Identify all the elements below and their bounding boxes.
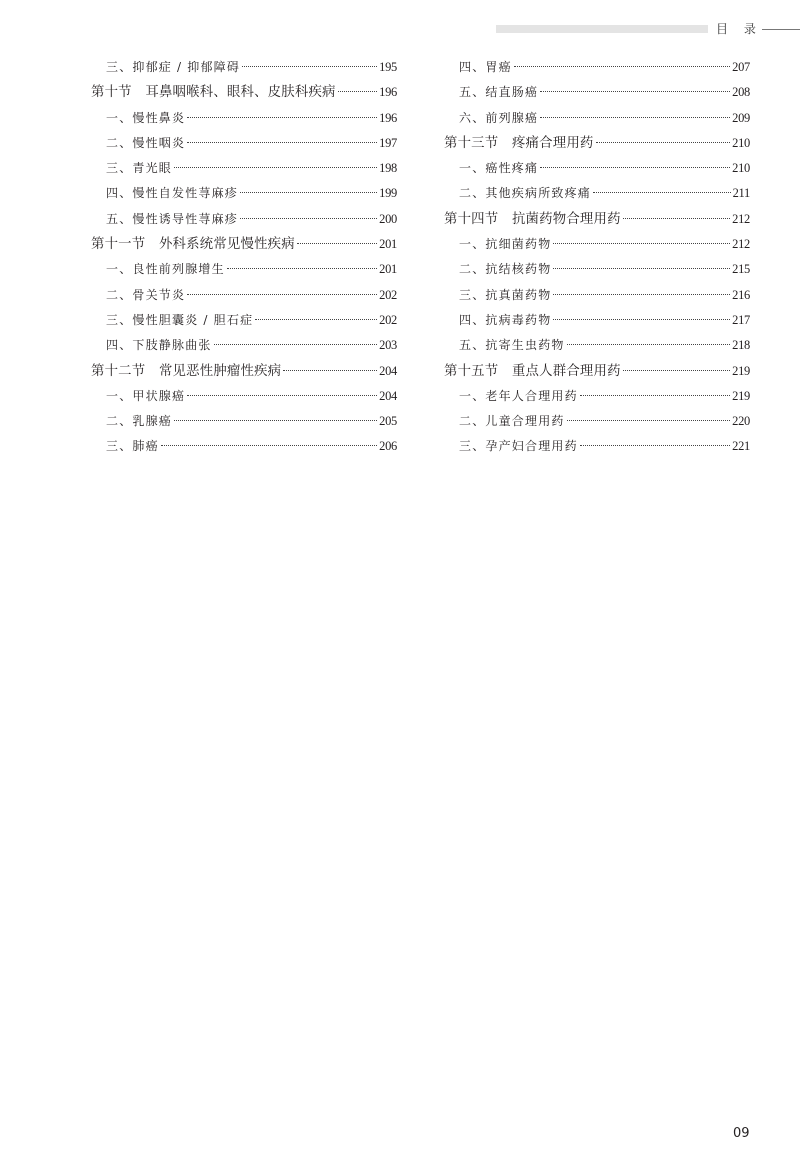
toc-column-right xyxy=(444,55,750,460)
dot-leader xyxy=(567,344,731,345)
toc-entry-page: 198 xyxy=(379,161,397,176)
toc-entry-title: 第十二节 常见恶性肿瘤性疾病 xyxy=(91,363,282,379)
dot-leader xyxy=(540,167,730,168)
toc-entry-title: 四、胃癌 xyxy=(459,60,512,74)
dot-leader xyxy=(553,268,730,269)
header-decor-bar xyxy=(496,25,708,33)
toc-subsection-entry[interactable] xyxy=(444,434,750,459)
dot-leader xyxy=(187,395,377,396)
toc-entry-title: 四、慢性自发性荨麻疹 xyxy=(106,186,239,201)
toc-entry-title: 三、慢性胆囊炎 / 胆石症 xyxy=(106,312,254,327)
toc-subsection-entry[interactable] xyxy=(444,308,750,333)
toc-entry-title: 三、肺癌 xyxy=(106,439,159,454)
toc-entry-title: 四、下肢静脉曲张 xyxy=(106,338,212,353)
toc-entry-title: 一、良性前列腺增生 xyxy=(106,262,225,277)
toc-entry-title: 一、甲状腺癌 xyxy=(106,388,186,403)
toc-section-entry[interactable] xyxy=(444,359,750,384)
toc-entry-title: 一、老年人合理用药 xyxy=(459,388,578,403)
toc-entry-title: 五、结直肠癌 xyxy=(459,85,539,100)
page-header xyxy=(0,0,800,50)
toc-subsection-entry[interactable] xyxy=(91,156,397,181)
dot-leader xyxy=(623,218,730,219)
toc-entry-page: 212 xyxy=(732,237,750,252)
toc-entry-title: 二、抗结核药物 xyxy=(459,262,552,277)
toc-entry-title: 二、儿童合理用药 xyxy=(459,414,565,429)
toc-subsection-entry[interactable] xyxy=(444,384,750,409)
dot-leader xyxy=(540,117,730,118)
toc-entry-page: 196 xyxy=(379,110,397,125)
toc-entry-title: 二、骨关节炎 xyxy=(106,287,186,302)
toc-subsection-entry[interactable] xyxy=(444,257,750,282)
dot-leader xyxy=(593,192,731,193)
dot-leader xyxy=(338,91,378,92)
toc-subsection-entry[interactable] xyxy=(444,232,750,257)
dot-leader xyxy=(596,142,731,143)
page-number: 09 xyxy=(733,1126,750,1141)
toc-section-entry[interactable] xyxy=(91,80,397,105)
toc-subsection-entry[interactable] xyxy=(91,257,397,282)
toc-entry-title: 第十节 耳鼻咽喉科、眼科、皮肤科疾病 xyxy=(91,85,336,101)
toc-entry-page: 215 xyxy=(732,262,750,277)
dot-leader xyxy=(255,319,377,320)
toc-entry-page: 201 xyxy=(379,237,397,252)
toc-entry-title: 第十一节 外科系统常见慢性疾病 xyxy=(91,237,295,253)
dot-leader xyxy=(623,370,730,371)
dot-leader xyxy=(580,445,730,446)
toc-entry-page: 219 xyxy=(732,388,750,403)
toc-entry-title: 五、抗寄生虫药物 xyxy=(459,338,565,353)
toc-entry-title: 一、抗细菌药物 xyxy=(459,237,552,252)
toc-entry-title: 三、青光眼 xyxy=(106,161,173,176)
dot-leader xyxy=(297,243,377,244)
toc-entry-page: 210 xyxy=(732,135,750,150)
toc-section-entry[interactable] xyxy=(91,359,397,384)
dot-leader xyxy=(214,344,378,345)
dot-leader xyxy=(567,420,731,421)
toc-entry-page: 217 xyxy=(732,312,750,327)
dot-leader xyxy=(161,445,377,446)
toc-entry-page: 200 xyxy=(379,211,397,226)
toc-entry-title: 三、抗真菌药物 xyxy=(459,287,552,302)
toc-entry-title: 二、乳腺癌 xyxy=(106,414,173,429)
toc-entry-title: 四、抗病毒药物 xyxy=(459,312,552,327)
header-rule xyxy=(762,29,800,30)
toc-subsection-entry[interactable] xyxy=(444,283,750,308)
toc-subsection-entry[interactable] xyxy=(444,333,750,358)
toc-entry-page: 208 xyxy=(732,85,750,100)
toc-entry-page: 221 xyxy=(732,439,750,454)
dot-leader xyxy=(174,420,377,421)
toc-entry-title: 二、慢性咽炎 xyxy=(106,135,186,150)
toc-entry-page: 210 xyxy=(732,161,750,176)
toc-entry-title: 三、抑郁症 / 抑郁障碍 xyxy=(106,60,241,74)
dot-leader xyxy=(240,218,377,219)
dot-leader xyxy=(187,142,377,143)
dot-leader xyxy=(174,167,377,168)
dot-leader xyxy=(580,395,730,396)
dot-leader xyxy=(187,294,377,295)
toc-entry-title: 第十三节 疼痛合理用药 xyxy=(444,135,594,151)
toc-entry-page: 204 xyxy=(379,363,397,378)
dot-leader xyxy=(227,268,377,269)
toc-section-entry[interactable] xyxy=(444,207,750,232)
toc-entry-title: 五、慢性诱导性荨麻疹 xyxy=(106,211,239,226)
dot-leader xyxy=(540,91,730,92)
toc-subsection-entry[interactable] xyxy=(444,80,750,105)
toc-subsection-entry[interactable] xyxy=(444,55,750,80)
dot-leader xyxy=(187,117,377,118)
toc-entry-page: 204 xyxy=(379,388,397,403)
toc-entry-page: 197 xyxy=(379,135,397,150)
toc-entry-page: 218 xyxy=(732,338,750,353)
toc-entry-page: 201 xyxy=(379,262,397,277)
dot-leader xyxy=(283,370,377,371)
toc-subsection-entry[interactable] xyxy=(91,283,397,308)
toc-entry-page: 206 xyxy=(379,439,397,454)
dot-leader xyxy=(240,192,377,193)
toc-entry-page: 199 xyxy=(379,186,397,201)
toc-subsection-entry[interactable] xyxy=(444,106,750,131)
toc-entry-title: 二、其他疾病所致疼痛 xyxy=(459,186,592,201)
toc-subsection-entry[interactable] xyxy=(91,55,397,80)
toc-entry-page: 205 xyxy=(379,414,397,429)
dot-leader xyxy=(514,66,730,67)
toc-subsection-entry[interactable] xyxy=(444,156,750,181)
dot-leader xyxy=(553,319,730,320)
toc-subsection-entry[interactable] xyxy=(91,308,397,333)
toc-entry-page: 216 xyxy=(732,287,750,302)
toc-entry-page: 212 xyxy=(732,211,750,226)
toc-subsection-entry[interactable] xyxy=(91,409,397,434)
dot-leader xyxy=(553,243,730,244)
toc-entry-page: 203 xyxy=(379,338,397,353)
toc-subsection-entry[interactable] xyxy=(91,207,397,232)
toc-subsection-entry[interactable] xyxy=(91,106,397,131)
dot-leader xyxy=(553,294,730,295)
toc-entry-title: 一、癌性疼痛 xyxy=(459,161,539,176)
toc-subsection-entry[interactable] xyxy=(91,434,397,459)
toc-entry-page: 202 xyxy=(379,287,397,302)
toc-entry-title: 第十四节 抗菌药物合理用药 xyxy=(444,211,621,227)
toc-subsection-entry[interactable] xyxy=(91,384,397,409)
toc-column-left xyxy=(91,55,397,460)
toc-entry-title: 六、前列腺癌 xyxy=(459,110,539,125)
toc-entry-title: 第十五节 重点人群合理用药 xyxy=(444,363,621,379)
toc-subsection-entry[interactable] xyxy=(444,181,750,206)
toc-subsection-entry[interactable] xyxy=(444,409,750,434)
toc-entry-page: 196 xyxy=(379,85,397,100)
toc-entry-page: 219 xyxy=(732,363,750,378)
toc-entry-page: 195 xyxy=(379,60,397,74)
toc-entry-page: 207 xyxy=(732,60,750,74)
toc-subsection-entry[interactable] xyxy=(91,333,397,358)
header-title: 目 录 xyxy=(716,22,762,36)
toc-entry-page: 211 xyxy=(732,186,750,201)
toc-subsection-entry[interactable] xyxy=(91,181,397,206)
toc-subsection-entry[interactable] xyxy=(91,131,397,156)
toc-entry-page: 209 xyxy=(732,110,750,125)
toc-section-entry[interactable] xyxy=(91,232,397,257)
toc-entry-page: 202 xyxy=(379,312,397,327)
toc-entry-page: 220 xyxy=(732,414,750,429)
toc-entry-title: 一、慢性鼻炎 xyxy=(106,110,186,125)
dot-leader xyxy=(242,66,377,67)
toc-section-entry[interactable] xyxy=(444,131,750,156)
toc-entry-title: 三、孕产妇合理用药 xyxy=(459,439,578,454)
